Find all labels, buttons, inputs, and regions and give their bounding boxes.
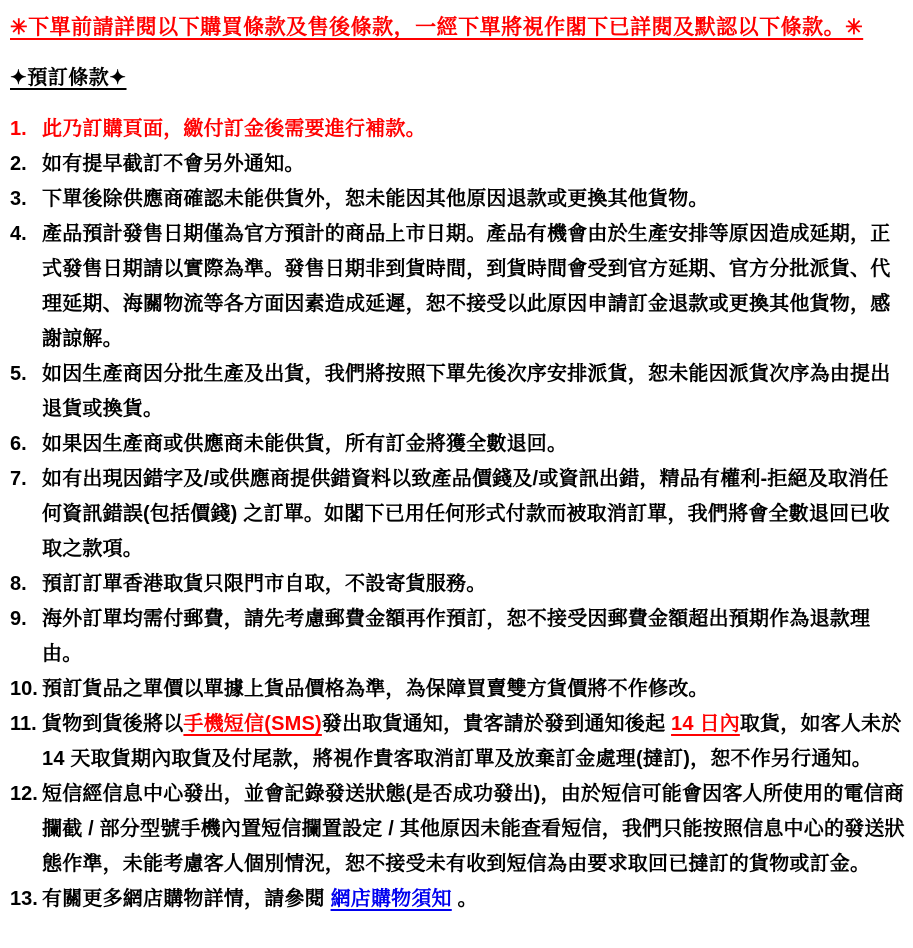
term-text [42,707,905,777]
term-item [10,707,905,777]
term-segment: 有關更多網店購物詳情，請參閱 [42,888,331,910]
term-text [42,182,905,217]
term-text [42,567,905,602]
term-text [42,357,905,427]
term-segment: 產品預計發售日期僅為官方預計的商品上市日期。產品有機會由於生產安排等原因造成延期，正式發售日期請以實際為準。發售日期非到貨時間，到貨時間會受到官方延期、官方分批派貨、代理延期、海關物流等各方面因素造成延遲，恕不接受以此原因申請訂金退款或更換其他貨物，感謝諒解。 [42,223,891,350]
term-segment: 發出取貨通知，貴客請於發到通知後起 [321,713,672,735]
term-number: 3. [10,188,27,210]
term-number: 7. [10,468,27,490]
term-item [10,357,905,427]
term-item [10,882,905,917]
term-segment: 14 日內 [671,713,740,735]
term-number: 9. [10,608,27,630]
term-item [10,147,905,182]
term-text [42,672,905,707]
term-item [10,777,905,882]
term-text [42,427,905,462]
term-segment: 如因生產商因分批生產及出貨，我們將按照下單先後次序安排派貨，恕未能因派貨次序為由提出退貨或換貨。 [42,363,891,420]
term-number: 13. [10,888,38,910]
term-item [10,567,905,602]
term-text [42,147,905,182]
term-segment: 。 [451,888,478,910]
term-text [42,777,905,882]
term-number: 11. [10,713,37,735]
term-item [10,217,905,357]
shop-guide-link[interactable]: 網店購物須知 [330,888,452,910]
term-segment: 下單後除供應商確認未能供貨外，恕未能因其他原因退款或更換其他貨物。 [42,188,709,210]
term-text [42,462,905,567]
term-segment: 如有提早截訂不會另外通知。 [42,153,305,175]
term-segment: 如有出現因錯字及/或供應商提供錯資料以致產品價錢及/或資訊出錯，精品有權利-拒絕及取消任何資訊錯誤(包括價錢) 之訂單。如閣下已用任何形式付款而被取消訂單，我們將會全數退回已收取之款項。 [42,468,890,560]
term-number: 6. [10,433,27,455]
term-number: 2. [10,153,27,175]
term-number: 4. [10,223,27,245]
term-segment: 如果因生產商或供應商未能供貨，所有訂金將獲全數退回。 [42,433,568,455]
term-segment: 預訂貨品之單價以單據上貨品價格為準，為保障買賣雙方貨價將不作修改。 [42,678,709,700]
term-segment: 取貨，如客人未於 14 天取貨期內取貨及付尾款，將視作貴客取消訂單及放棄訂金處理(撻訂)，恕不作另行通知。 [42,713,902,770]
term-segment: 短信經信息中心發出，並會記錄發送狀態(是否成功發出)，由於短信可能會因客人所使用的電信商攔截 / 部分型號手機內置短信攔置設定 / 其他原因未能查看短信，我們只能按照信息中心的發送狀態作準，未能考慮客人個別情況，恕不接受未有收到短信為由要求取回已撻訂的貨物或訂金。 [42,783,905,875]
term-segment: 預訂訂單香港取貨只限門市自取，不設寄貨服務。 [42,573,487,595]
term-item [10,427,905,462]
purchase-notice-header: ✳下單前請詳閱以下購買條款及售後條款，一經下單將視作閣下已詳閱及默認以下條款。✳ [10,16,864,39]
term-item [10,462,905,567]
term-number: 12. [10,783,38,805]
term-text [42,217,905,357]
term-segment: 貨物到貨後將以 [42,713,184,735]
term-text [42,112,905,147]
preorder-terms-title: ✦預訂條款✦ [10,67,127,89]
term-text [42,602,905,672]
term-item [10,602,905,672]
term-item [10,672,905,707]
term-number: 1. [10,118,27,140]
term-item [10,182,905,217]
term-segment: 此乃訂購頁面，繳付訂金後需要進行補款。 [42,118,426,140]
term-number: 8. [10,573,27,595]
term-text [42,882,905,917]
terms-list [10,112,905,917]
term-number: 5. [10,363,27,385]
term-number: 10. [10,678,38,700]
term-item [10,112,905,147]
term-segment: 海外訂單均需付郵費，請先考慮郵費金額再作預訂，恕不接受因郵費金額超出預期作為退款理由。 [42,608,871,665]
term-segment: 手機短信(SMS) [183,713,322,735]
